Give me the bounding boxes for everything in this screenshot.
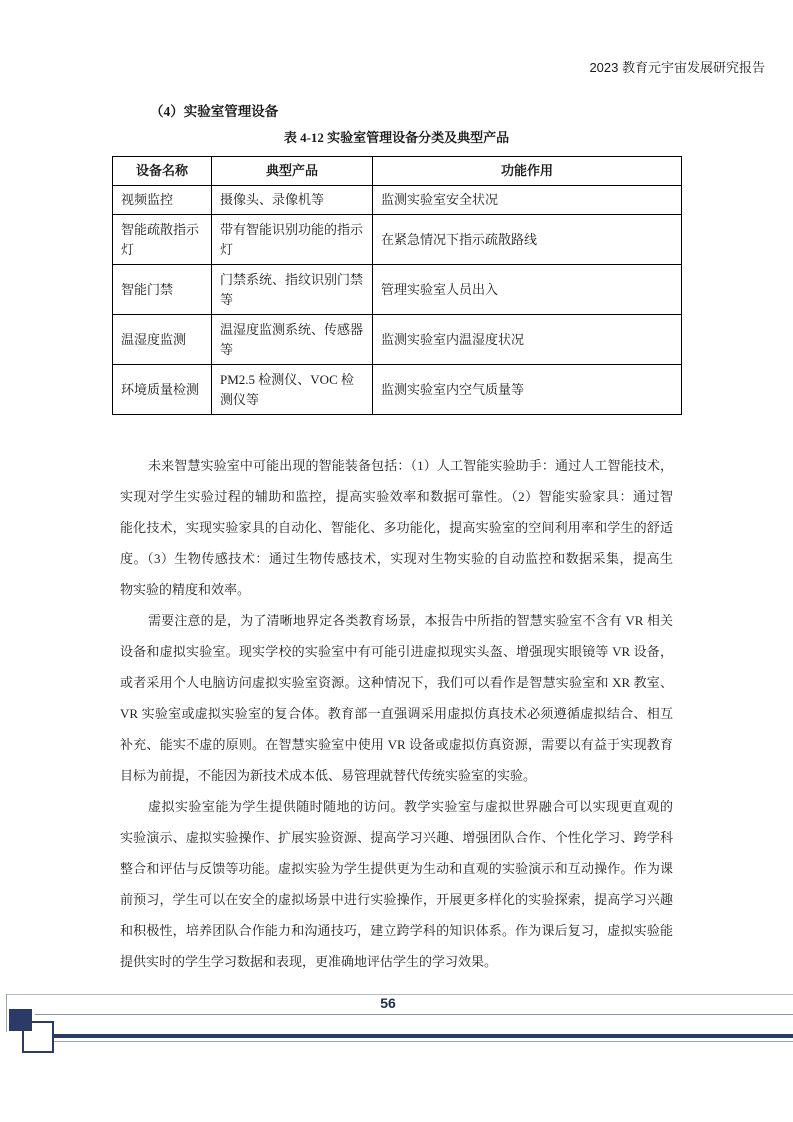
device-name-cell: 智能门禁 (113, 265, 212, 315)
device-name-cell: 环境质量检测 (113, 365, 212, 415)
footer-mid-rule (35, 1014, 793, 1015)
footer-outline-square (22, 1021, 54, 1053)
column-header-function: 功能作用 (373, 157, 682, 186)
text-line: 整合和评估与反馈等功能。虚拟实验为学生提供更为生动和直观的实验演示和互动操作。作为课 (120, 861, 673, 876)
products-cell: 温湿度监测系统、传感器等 (212, 315, 373, 365)
column-header-device: 设备名称 (113, 157, 212, 186)
text-line: 或者采用个人电脑访问虚拟实验室资源。这种情况下，我们可以看作是智慧实验室和 XR 教室、 (120, 675, 673, 690)
text-line: 补充、能实不虚的原则。在智慧实验室中使用 VR 设备或虚拟仿真资源，需要以有益于实现教育 (120, 737, 673, 752)
products-cell: 门禁系统、指纹识别门禁等 (212, 265, 373, 315)
text-line: 实验演示、虚拟实验操作、扩展实验资源、提高学习兴趣、增强团队合作、个性化学习、跨学科 (120, 830, 673, 845)
text-line: 能化技术，实现实验家具的自动化、智能化、多功能化，提高实验室的空间利用率和学生的舒适 (120, 520, 673, 535)
text-line: VR 实验室或虚拟实验室的复合体。教育部一直强调采用虚拟仿真技术必须遵循虚拟结合、相互 (120, 706, 673, 721)
table-header-row (113, 157, 682, 186)
footer-accent-band (52, 1034, 793, 1038)
text-line: 提供实时的学生学习数据和表现，更准确地评估学生的学习效果。 (120, 954, 498, 969)
table-caption: 表 4-12 实验室管理设备分类及典型产品 (283, 130, 510, 145)
function-cell: 监测实验室安全状况 (373, 186, 682, 215)
table-row (113, 365, 682, 415)
text-line: 目标为前提，不能因为新技术成本低、易管理就替代传统实验室的实验。 (120, 768, 537, 783)
text-line: 度。（3）生物传感技术：通过生物传感技术，实现对生物实验的自动监控和数据采集，提高生 (120, 551, 673, 566)
function-cell: 监测实验室内空气质量等 (373, 365, 682, 415)
paragraph-virtual-lab (120, 791, 673, 977)
body-text (120, 450, 673, 977)
equipment-table (112, 156, 682, 415)
function-cell: 管理实验室人员出入 (373, 265, 682, 315)
paragraph-smart-equipment (120, 450, 673, 605)
device-name-cell: 视频监控 (113, 186, 212, 215)
text-line: 物实验的精度和效率。 (120, 582, 251, 597)
device-name-cell: 智能疏散指示灯 (113, 215, 212, 265)
section-heading: （4）实验室管理设备 (150, 104, 279, 119)
footer-thin-band (52, 1041, 793, 1042)
products-cell: 摄像头、录像机等 (212, 186, 373, 215)
text-line: 实现对学生实验过程的辅助和监控，提高实验效率和数据可靠性。（2）智能实验家具：通过智 (120, 489, 673, 504)
paragraph-scope-note (120, 605, 673, 791)
table-row (113, 215, 682, 265)
text-line: 未来智慧实验室中可能出现的智能装备包括：（1）人工智能实验助手：通过人工智能技术， (148, 458, 673, 473)
device-name-cell: 温湿度监测 (113, 315, 212, 365)
products-cell: PM2.5 检测仪、VOC 检测仪等 (212, 365, 373, 415)
text-line: 前预习，学生可以在安全的虚拟场景中进行实验操作，开展更多样化的实验探索，提高学习兴趣 (120, 892, 673, 907)
products-cell: 带有智能识别功能的指示灯 (212, 215, 373, 265)
report-title-header: 2023 教育元宇宙发展研究报告 (589, 60, 765, 75)
page-number: 56 (380, 995, 396, 1011)
table-row (113, 186, 682, 215)
text-line: 设备和虚拟实验室。现实学校的实验室中有可能引进虚拟现实头盔、增强现实眼镜等 VR 设备， (120, 644, 673, 659)
table-row (113, 265, 682, 315)
function-cell: 监测实验室内温湿度状况 (373, 315, 682, 365)
column-header-products: 典型产品 (212, 157, 373, 186)
table-row (113, 315, 682, 365)
text-line: 虚拟实验室能为学生提供随时随地的访问。教学实验室与虚拟世界融合可以实现更直观的 (148, 799, 673, 814)
function-cell: 在紧急情况下指示疏散路线 (373, 215, 682, 265)
text-line: 和积极性，培养团队合作能力和沟通技巧，建立跨学科的知识体系。作为课后复习，虚拟实验能 (120, 923, 673, 938)
text-line: 需要注意的是，为了清晰地界定各类教育场景，本报告中所指的智慧实验室不含有 VR 相关 (148, 613, 673, 628)
footer-vertical-rule (6, 994, 7, 1032)
